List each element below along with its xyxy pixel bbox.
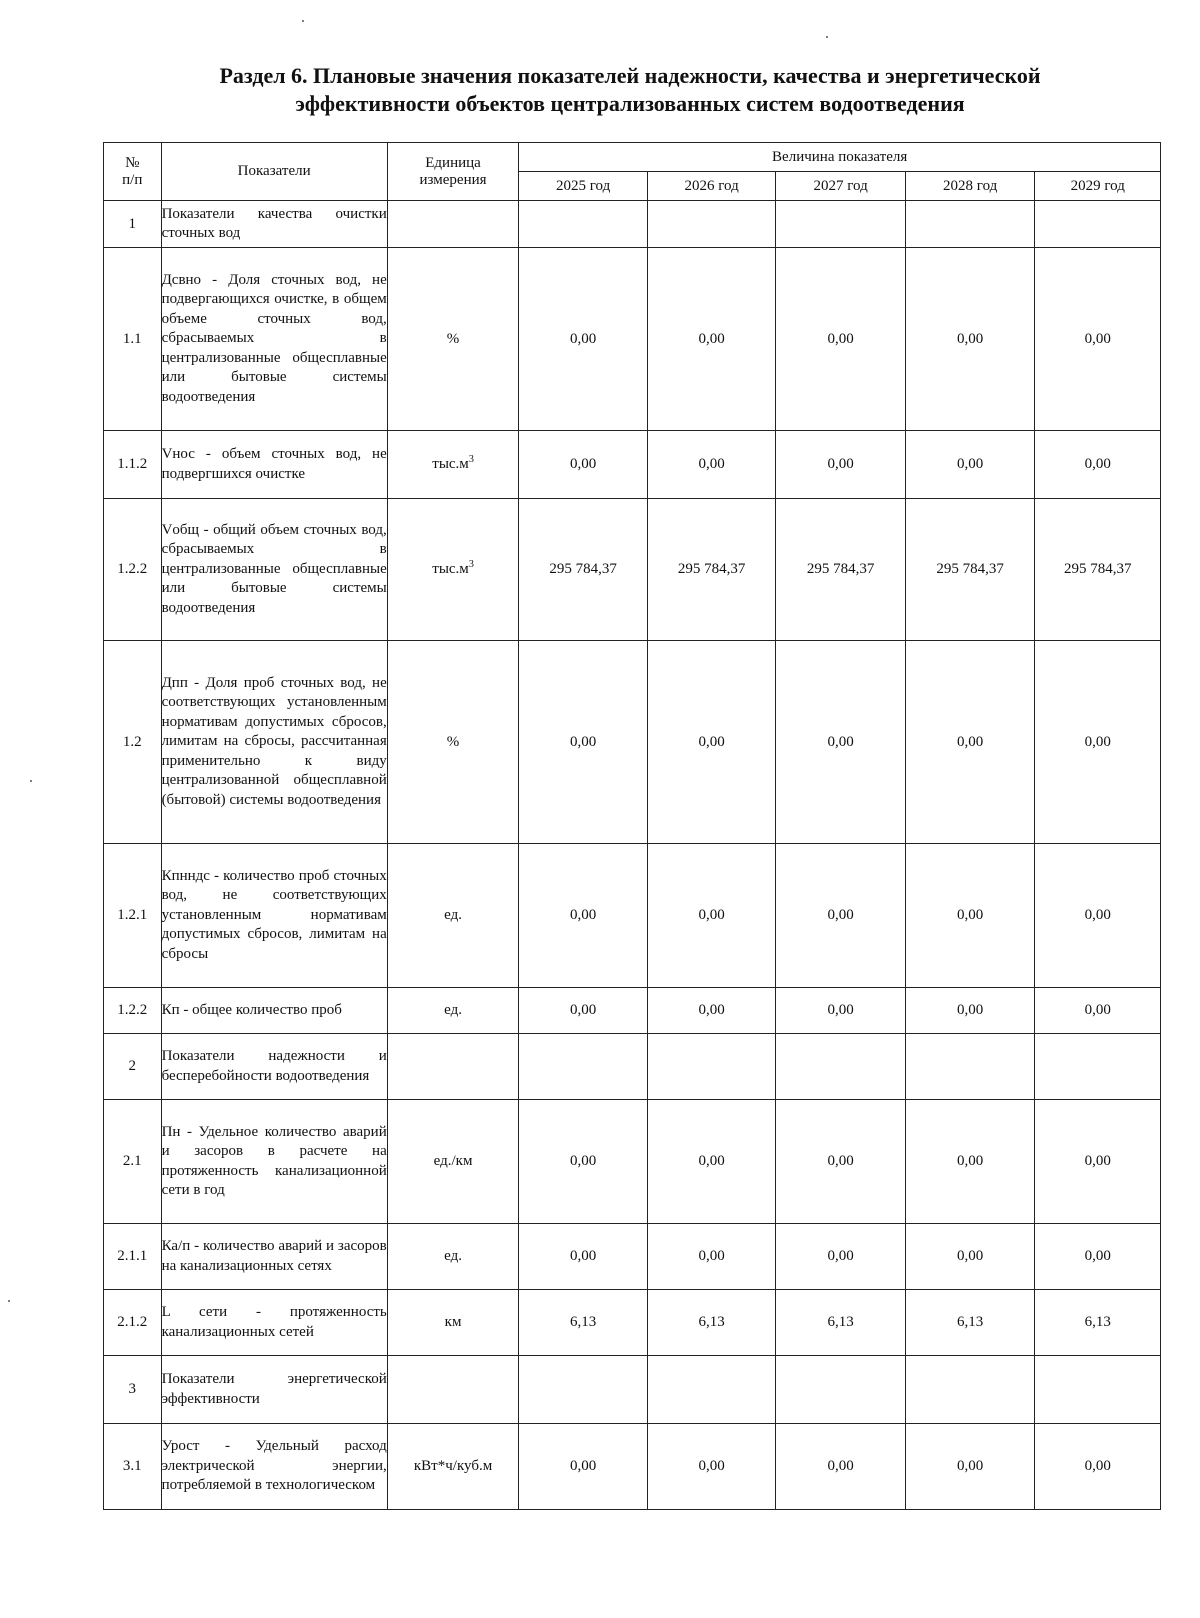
row-value-2029: 0,00 xyxy=(1035,1224,1161,1290)
row-unit xyxy=(387,499,519,641)
scan-speck xyxy=(826,36,828,38)
row-number: 2.1.2 xyxy=(104,1290,162,1356)
row-value-2027: 0,00 xyxy=(776,844,906,988)
row-indicator: Кп - общее количество проб xyxy=(161,988,387,1034)
row-value-2028 xyxy=(905,201,1035,248)
row-indicator: Дпп - Доля проб сточных вод, не соответствующих установленным нормативам допустимых сбросов, лимитам на сбросы, рассчитанная применительно к виду централизованной общесплавной (бытовой) системы водоотведения xyxy=(161,641,387,844)
row-indicator: Кпнндс - количество проб сточных вод, не соответствующих установленным нормативам допустимых сбросов, лимитам на сбросы xyxy=(161,844,387,988)
row-value-2028: 0,00 xyxy=(905,1100,1035,1224)
row-value-2026: 0,00 xyxy=(647,988,776,1034)
row-unit xyxy=(387,1424,519,1510)
row-number: 1.2 xyxy=(104,641,162,844)
table-row xyxy=(104,1290,1161,1356)
table-row xyxy=(104,641,1161,844)
header-indicator: Показатели xyxy=(161,143,387,201)
row-value-2026: 295 784,37 xyxy=(647,499,776,641)
row-value-2025: 0,00 xyxy=(519,1424,648,1510)
row-value-2026: 0,00 xyxy=(647,844,776,988)
row-value-2029 xyxy=(1035,201,1161,248)
row-indicator: Урост - Удельный расход электрической энергии, потребляемой в технологическом xyxy=(161,1424,387,1510)
row-unit xyxy=(387,641,519,844)
row-value-2025 xyxy=(519,201,648,248)
table-row xyxy=(104,1224,1161,1290)
row-value-2027: 0,00 xyxy=(776,1424,906,1510)
row-indicator: Дсвно - Доля сточных вод, не подвергающихся очистке, в общем объеме сточных вод, сбрасываемых в централизованные общесплавные или бытовые системы водоотведения xyxy=(161,248,387,431)
table-header-row-1 xyxy=(104,143,1161,172)
row-value-2025: 0,00 xyxy=(519,844,648,988)
row-unit-superscript: 3 xyxy=(468,454,474,465)
row-indicator: Vнос - объем сточных вод, не подвергшихся очистке xyxy=(161,431,387,499)
table-row xyxy=(104,431,1161,499)
row-value-2028: 0,00 xyxy=(905,1424,1035,1510)
row-value-2026 xyxy=(647,201,776,248)
row-value-2025 xyxy=(519,1034,648,1100)
row-value-2027 xyxy=(776,201,906,248)
scan-speck xyxy=(8,1300,10,1302)
row-value-2028: 0,00 xyxy=(905,431,1035,499)
row-number: 1.1.2 xyxy=(104,431,162,499)
row-value-2026: 6,13 xyxy=(647,1290,776,1356)
row-value-2025: 0,00 xyxy=(519,988,648,1034)
row-unit-text: % xyxy=(446,733,460,750)
header-year-2027: 2027 год xyxy=(776,172,906,201)
row-value-2026: 0,00 xyxy=(647,1424,776,1510)
row-unit xyxy=(387,1224,519,1290)
row-value-2027: 0,00 xyxy=(776,1100,906,1224)
header-year-2025: 2025 год xyxy=(519,172,648,201)
row-value-2027: 0,00 xyxy=(776,431,906,499)
table-row xyxy=(104,1034,1161,1100)
scan-speck xyxy=(30,780,32,782)
row-indicator: Ка/п - количество аварий и засоров на канализационных сетях xyxy=(161,1224,387,1290)
row-unit-text: ед. xyxy=(444,907,462,923)
row-number: 1.2.1 xyxy=(104,844,162,988)
row-value-2026: 0,00 xyxy=(647,248,776,431)
row-unit-text: % xyxy=(446,330,460,347)
row-indicator: Показатели энергетической эффективности xyxy=(161,1356,387,1424)
row-unit xyxy=(387,844,519,988)
row-value-2025: 0,00 xyxy=(519,1100,648,1224)
row-number: 2 xyxy=(104,1034,162,1100)
table-row xyxy=(104,1100,1161,1224)
row-value-2027: 0,00 xyxy=(776,641,906,844)
row-value-2026: 0,00 xyxy=(647,431,776,499)
row-value-2028: 6,13 xyxy=(905,1290,1035,1356)
row-value-2025: 0,00 xyxy=(519,248,648,431)
row-unit xyxy=(387,988,519,1034)
row-unit-text: ед. xyxy=(444,1248,462,1264)
row-value-2028 xyxy=(905,1356,1035,1424)
row-indicator: Пн - Удельное количество аварий и засоров в расчете на протяженность канализационной сети в год xyxy=(161,1100,387,1224)
row-number: 1 xyxy=(104,201,162,248)
row-unit xyxy=(387,1034,519,1100)
row-unit-text: ед./км xyxy=(433,1153,473,1169)
header-unit: Единица измерения xyxy=(387,143,519,201)
page-title-line-2: эффективности объектов централизованных систем водоотведения xyxy=(295,91,965,116)
row-indicator: Показатели качества очистки сточных вод xyxy=(161,201,387,248)
row-value-2026 xyxy=(647,1356,776,1424)
row-value-2027: 0,00 xyxy=(776,248,906,431)
table-row xyxy=(104,1356,1161,1424)
row-number: 1.2.2 xyxy=(104,499,162,641)
row-value-2028: 0,00 xyxy=(905,988,1035,1034)
row-number: 1.1 xyxy=(104,248,162,431)
row-number: 2.1 xyxy=(104,1100,162,1224)
row-value-2029: 0,00 xyxy=(1035,1424,1161,1510)
row-unit xyxy=(387,201,519,248)
row-value-2029 xyxy=(1035,1034,1161,1100)
row-value-2025: 0,00 xyxy=(519,1224,648,1290)
header-year-2029: 2029 год xyxy=(1035,172,1161,201)
table-row xyxy=(104,201,1161,248)
row-unit-text: км xyxy=(444,1314,462,1330)
row-value-2025 xyxy=(519,1356,648,1424)
row-value-2029: 0,00 xyxy=(1035,988,1161,1034)
row-value-2027: 0,00 xyxy=(776,1224,906,1290)
page-title xyxy=(140,62,1120,118)
row-indicator: Показатели надежности и бесперебойности водоотведения xyxy=(161,1034,387,1100)
row-number: 3.1 xyxy=(104,1424,162,1510)
row-unit xyxy=(387,1356,519,1424)
row-value-2026: 0,00 xyxy=(647,1100,776,1224)
row-value-2029: 0,00 xyxy=(1035,641,1161,844)
row-number: 2.1.1 xyxy=(104,1224,162,1290)
row-unit-text: кВт*ч/куб.м xyxy=(413,1458,493,1474)
row-value-2026: 0,00 xyxy=(647,641,776,844)
row-number: 1.2.2 xyxy=(104,988,162,1034)
row-indicator: L сети - протяженность канализационных сетей xyxy=(161,1290,387,1356)
row-value-2029: 295 784,37 xyxy=(1035,499,1161,641)
scan-speck xyxy=(302,20,304,22)
row-value-2027: 295 784,37 xyxy=(776,499,906,641)
row-value-2029: 6,13 xyxy=(1035,1290,1161,1356)
row-value-2025: 0,00 xyxy=(519,641,648,844)
row-value-2028: 295 784,37 xyxy=(905,499,1035,641)
table-body xyxy=(104,201,1161,1510)
row-value-2028 xyxy=(905,1034,1035,1100)
row-unit xyxy=(387,1290,519,1356)
header-num: № п/п xyxy=(104,143,162,201)
row-value-2029: 0,00 xyxy=(1035,431,1161,499)
table-row xyxy=(104,248,1161,431)
table-row xyxy=(104,499,1161,641)
row-value-2027: 0,00 xyxy=(776,988,906,1034)
row-unit-text: ед. xyxy=(444,1002,462,1018)
row-unit-text: тыс.м xyxy=(432,561,469,577)
row-value-2025: 295 784,37 xyxy=(519,499,648,641)
indicators-table xyxy=(103,142,1161,1510)
row-unit xyxy=(387,1100,519,1224)
row-value-2025: 0,00 xyxy=(519,431,648,499)
row-value-2027: 6,13 xyxy=(776,1290,906,1356)
table-row xyxy=(104,988,1161,1034)
row-unit-superscript: 3 xyxy=(468,559,474,570)
row-value-2029: 0,00 xyxy=(1035,1100,1161,1224)
row-unit-text: тыс.м xyxy=(432,456,469,472)
table-row xyxy=(104,1424,1161,1510)
table-row xyxy=(104,844,1161,988)
row-value-2028: 0,00 xyxy=(905,641,1035,844)
row-value-2027 xyxy=(776,1034,906,1100)
row-value-2029 xyxy=(1035,1356,1161,1424)
row-indicator: Vобщ - общий объем сточных вод, сбрасываемых в централизованные общесплавные или бытовые системы водоотведения xyxy=(161,499,387,641)
header-value-group: Величина показателя xyxy=(519,143,1161,172)
row-number: 3 xyxy=(104,1356,162,1424)
row-value-2029: 0,00 xyxy=(1035,248,1161,431)
header-year-2026: 2026 год xyxy=(647,172,776,201)
row-value-2026: 0,00 xyxy=(647,1224,776,1290)
row-value-2028: 0,00 xyxy=(905,1224,1035,1290)
header-year-2028: 2028 год xyxy=(905,172,1035,201)
row-value-2028: 0,00 xyxy=(905,248,1035,431)
row-value-2026 xyxy=(647,1034,776,1100)
row-unit xyxy=(387,248,519,431)
page-title-line-1: Раздел 6. Плановые значения показателей надежности, качества и энергетической xyxy=(219,63,1041,88)
row-unit xyxy=(387,431,519,499)
row-value-2029: 0,00 xyxy=(1035,844,1161,988)
row-value-2028: 0,00 xyxy=(905,844,1035,988)
row-value-2027 xyxy=(776,1356,906,1424)
row-value-2025: 6,13 xyxy=(519,1290,648,1356)
